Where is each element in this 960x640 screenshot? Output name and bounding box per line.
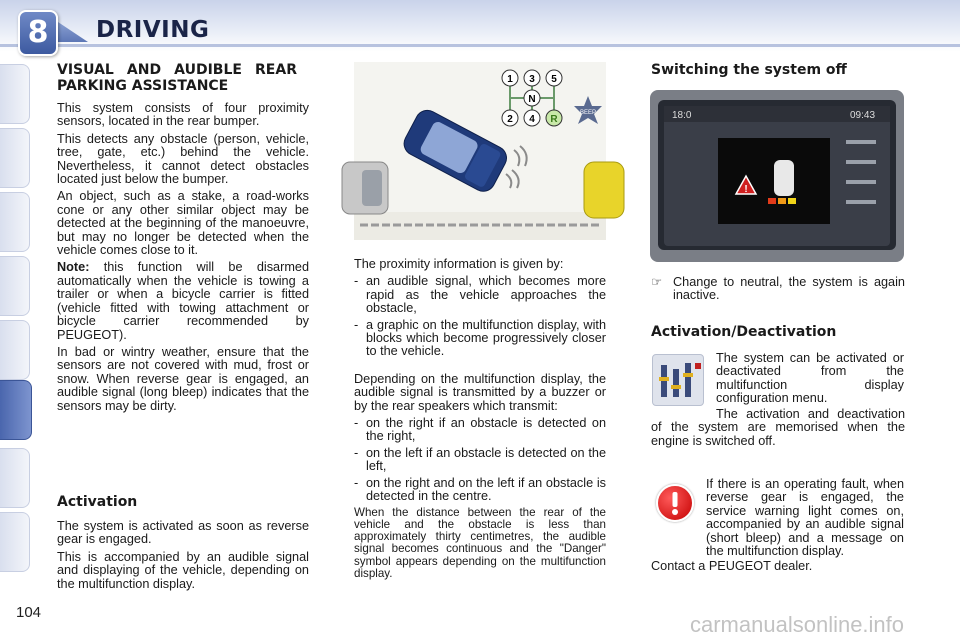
- watermark: carmanualsonline.info: [690, 612, 905, 637]
- chapter-tab[interactable]: [0, 320, 30, 380]
- chapter-tab[interactable]: [0, 448, 30, 508]
- gear-label: 1: [507, 74, 513, 85]
- section-heading-activation: Activation: [57, 494, 138, 510]
- instruction-text: Change to neutral, the system is again inactive.: [673, 275, 905, 303]
- chapter-tab[interactable]: [0, 64, 30, 124]
- fault-text-2: [651, 530, 905, 577]
- multifunction-display-illustration: [650, 90, 904, 262]
- paragraph: The system can be activated or deactivated from the multifunction display configuration menu.: [716, 351, 904, 406]
- section-heading-parking-assistance: VISUAL AND AUDIBLE REAR PARKING ASSISTANCE: [57, 62, 297, 94]
- chapter-tab-active[interactable]: [0, 380, 32, 440]
- paragraph-danger: When the distance between the rear of the vehicle and the obstacle is less than approximately thirty centimetres, the audible signal becomes continuous and the "Danger" symbol appears depending on the multifunction display.: [354, 505, 606, 580]
- section-heading-switching-off: Switching the system off: [651, 62, 847, 78]
- paragraph: This is accompanied by an audible signal and displaying of the vehicle, depending on the multifunction display.: [57, 549, 309, 591]
- activation-text-2: [651, 408, 905, 452]
- section-heading-activation-deactivation: Activation/Deactivation: [651, 324, 837, 340]
- switch-off-instruction: [651, 276, 905, 307]
- page-header: [0, 0, 960, 52]
- paragraph: Depending on the multifunction display, the audible signal is transmitted by a buzzer or by the rear speakers which transmit:: [354, 371, 606, 413]
- contact-dealer: Contact a PEUGEOT dealer.: [651, 559, 813, 573]
- list-item: - on the right and on the left if an obstacle is detected in the centre.: [354, 475, 606, 504]
- activation-deactivation-heading-block: [651, 324, 905, 340]
- audible-signal-list: [354, 417, 606, 503]
- config-menu-icon: [652, 354, 704, 406]
- hand-pointer-icon: ☞: [651, 275, 663, 289]
- gear-shift-diagram: [502, 70, 562, 126]
- note-text: this function will be disarmed automatically when the vehicle is towing a trailer or when a bicycle carrier is fitted (vehicle fitted with towing attachment or bicycle carrier recommended by PEUGEOT).: [57, 260, 309, 342]
- chapter-tab[interactable]: [0, 512, 30, 572]
- chapter-tab[interactable]: [0, 128, 30, 188]
- chapter-tabs: [0, 64, 34, 584]
- list-item: - on the right if an obstacle is detected on the right,: [354, 416, 606, 444]
- column-3-heading-off: [651, 62, 905, 78]
- display-time: 09:43: [850, 110, 876, 121]
- gear-label: 5: [551, 74, 557, 85]
- paragraph: The system is activated as soon as reverse gear is engaged.: [57, 519, 309, 547]
- gear-label: 4: [529, 114, 535, 125]
- proximity-info-list: [354, 275, 606, 358]
- paragraph: An object, such as a stake, a road-works cone or any other similar object may be detected at the beginning of the manoeuvre, but may no longer be detected when the vehicle comes close to it.: [57, 189, 309, 258]
- paragraph: This system consists of four proximity sensors, located in the rear bumper.: [57, 101, 309, 129]
- column-1: [57, 62, 309, 417]
- chapter-tab[interactable]: [0, 256, 30, 316]
- paragraph: If there is an operating fault, when reverse gear is engaged, the service warning light comes on, accompanied by an audible signal (short bleep) and a message on the multifunction display.: [706, 477, 904, 559]
- page-title: DRIVING: [96, 17, 210, 43]
- paragraph: The proximity information is given by:: [354, 257, 564, 271]
- gear-label: 2: [507, 114, 513, 125]
- header-tab-shape: [58, 22, 88, 42]
- note-paragraph: [57, 261, 309, 341]
- activation-block: [57, 494, 309, 595]
- warning-exclamation-icon: [656, 484, 694, 522]
- header-stripe: [0, 44, 960, 47]
- paragraph: In bad or wintry weather, ensure that the sensors are not covered with mud, frost or snow. When reverse gear is engaged, an audible signal (long bleep) indicates that the sensors may be dirty.: [57, 344, 309, 413]
- page-number: 104: [16, 604, 42, 621]
- chapter-number-badge: 8: [18, 10, 58, 56]
- paragraph: The activation and deactivation of the system are memorised when the engine is switched off.: [651, 407, 905, 448]
- gear-label: R: [550, 114, 558, 125]
- list-item: - a graphic on the multifunction display, with blocks which become progressively closer to the vehicle.: [354, 317, 606, 359]
- column-2: [354, 258, 606, 584]
- gear-label: 3: [529, 74, 535, 85]
- display-left-value: 18:0: [672, 110, 692, 121]
- svg-text:!: !: [744, 184, 748, 195]
- gear-label: N: [528, 94, 536, 105]
- chapter-tab[interactable]: [0, 192, 30, 252]
- list-item: - an audible signal, which becomes more rapid as the vehicle approaches the obstacle,: [354, 274, 606, 316]
- parking-illustration: [354, 62, 606, 240]
- note-label: Note:: [57, 260, 90, 275]
- activation-text-1: [716, 352, 904, 410]
- list-item: - on the left if an obstacle is detected on the left,: [354, 445, 606, 474]
- beep-label: BEEP: [579, 110, 597, 116]
- paragraph: This detects any obstacle (person, vehicle, tree, gate, etc.) behind the vehicle. Nevertheless, it cannot detect obstacles located just below the bumper.: [57, 131, 309, 187]
